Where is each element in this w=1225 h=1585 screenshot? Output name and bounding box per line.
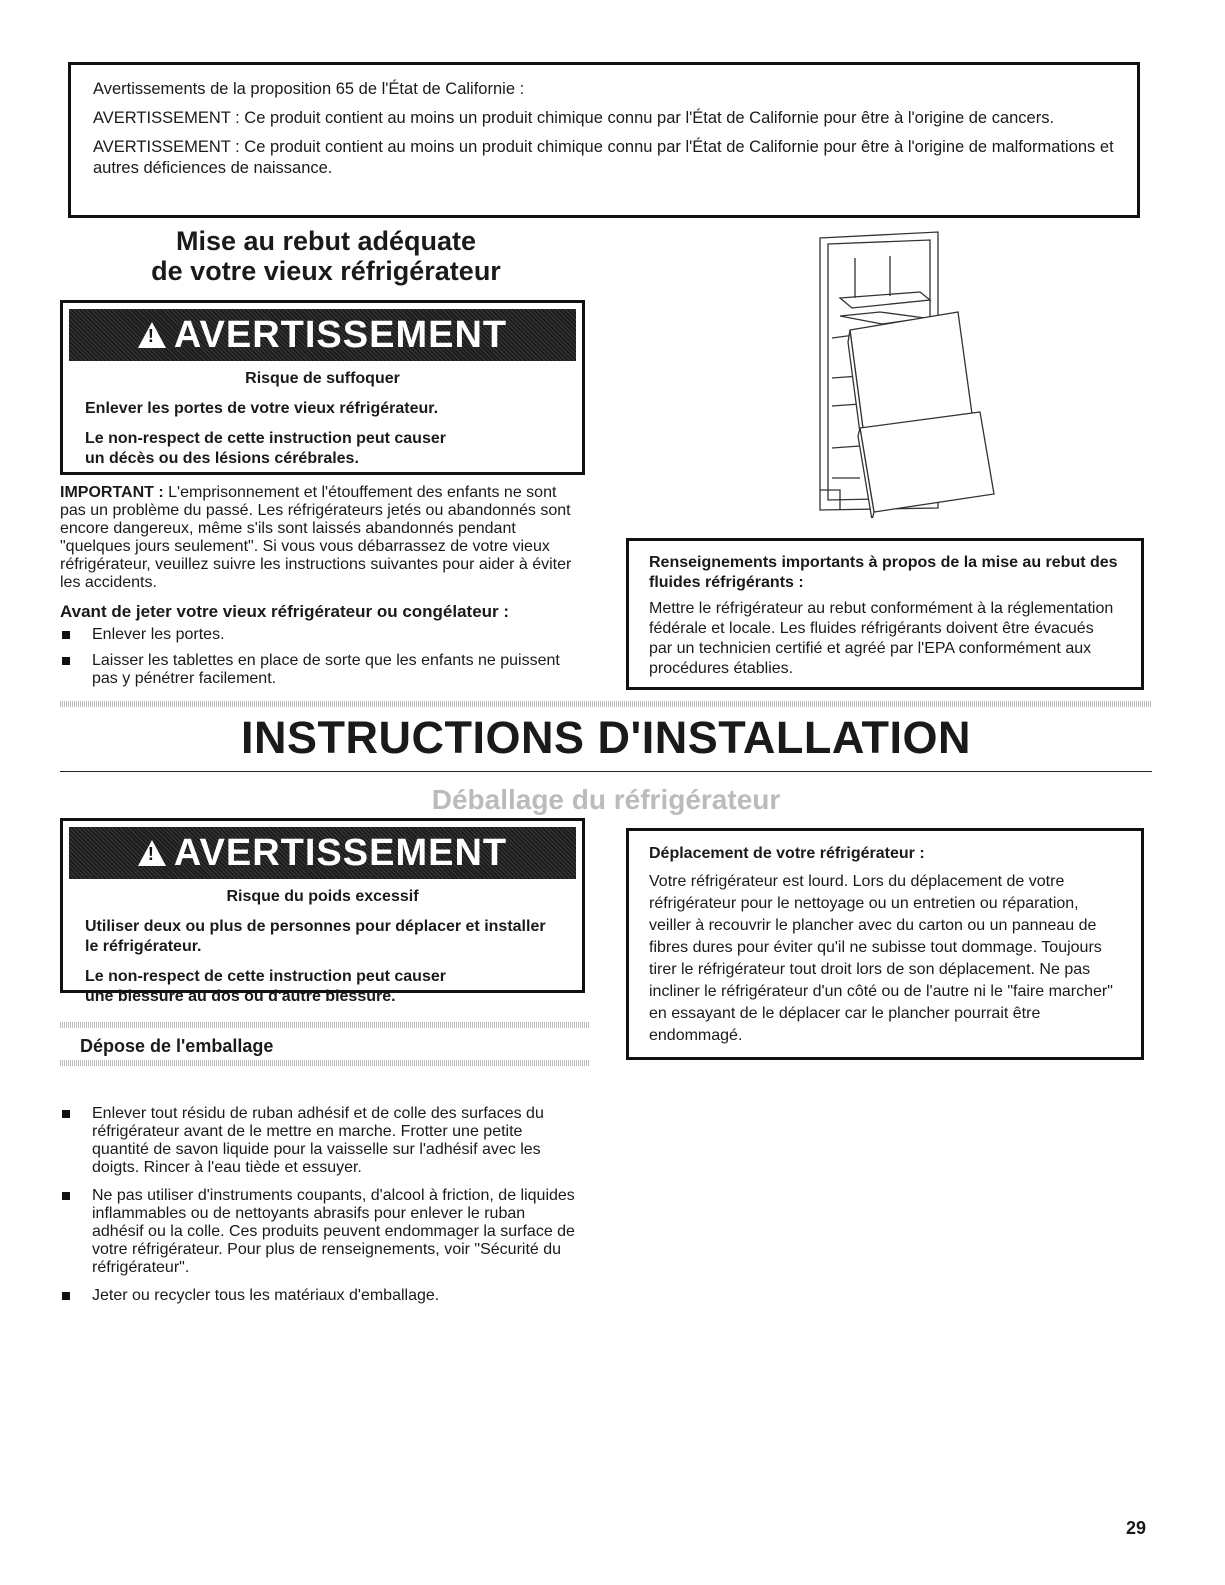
refrigerator-doors-removed-illustration xyxy=(780,228,1010,518)
list-item: Enlever tout résidu de ruban adhésif et de colle des surfaces du réfrigérateur avant de le mettre en marche. Frotter une petite quantité de savon liquide pour la vaisselle sur l'adhésif avec les doigts. Rincer à l'eau tiède et essuyer. xyxy=(60,1105,580,1177)
warning-consequence xyxy=(85,429,560,469)
page-number: 29 xyxy=(1126,1518,1147,1538)
list-item: Jeter ou recycler tous les matériaux d'emballage. xyxy=(60,1287,580,1305)
bullet-square-icon xyxy=(62,1110,70,1118)
unpacking-subtitle: Déballage du réfrigérateur xyxy=(431,784,781,815)
disposal-bullet-list xyxy=(60,626,580,696)
prop65-heading: Avertissements de la proposition 65 de l'État de Californie : xyxy=(93,80,525,98)
warning-hazard: Risque du poids excessif xyxy=(226,888,419,905)
warning-hazard: Risque de suffoquer xyxy=(245,370,400,387)
important-paragraph xyxy=(60,484,580,592)
list-item: Laisser les tablettes en place de sorte que les enfants ne puissent pas y pénétrer facilement. xyxy=(60,652,580,688)
warning-instruction: Enlever les portes de votre vieux réfrigérateur. xyxy=(85,400,439,417)
warning-label: AVERTISSEMENT xyxy=(173,831,508,874)
warning-consequence-line2: un décès ou des lésions cérébrales. xyxy=(85,450,359,467)
prop65-warning-box xyxy=(68,62,1140,218)
disposal-title-line2: de votre vieux réfrigérateur xyxy=(151,256,501,286)
important-text: L'emprisonnement et l'étouffement des enfants ne sont pas un problème du passé. Les réfrigérateurs jetés ou abandonnés sont encore dangereux, même s'ils sont laissés abandonnés pendant "quelques jours seulement". Si vous vous débarrassez de votre vieux réfrigérateur, veuillez suivre les instructions suivantes pour aider à éviter les accidents. xyxy=(60,484,572,591)
warning-consequence xyxy=(85,967,560,1007)
prop65-birth-defect-warning: AVERTISSEMENT : Ce produit contient au moins un produit chimique connu par l'État de Californie pour être à l'origine de malformations et autres déficiences de naissance. xyxy=(93,138,1114,177)
list-item: Enlever les portes. xyxy=(60,626,580,644)
moving-info-box xyxy=(626,828,1144,1060)
warning-instruction: Utiliser deux ou plus de personnes pour déplacer et installer le réfrigérateur. xyxy=(85,918,546,955)
warning-consequence-line1: Le non-respect de cette instruction peut causer xyxy=(85,430,446,447)
packaging-divider-bottom xyxy=(60,1060,590,1066)
warning-header xyxy=(69,309,576,361)
prop65-cancer-warning: AVERTISSEMENT : Ce produit contient au moins un produit chimique connu par l'État de Californie pour être à l'origine de cancers. xyxy=(93,109,1055,127)
important-label: IMPORTANT : xyxy=(60,484,164,501)
disposal-title xyxy=(60,226,592,286)
moving-text: Votre réfrigérateur est lourd. Lors du déplacement de votre réfrigérateur pour le nettoyage ou un entretien ou réparation, veiller à recouvrir le plancher avec du carton ou un panneau de fibres dures pour éviter qu'il ne subisse tout dommage. Toujours tirer le réfrigérateur tout droit lors de son déplacement. Ne pas incliner le réfrigérateur d'un côté ou de l'autre ni le "faire marcher" en essayant de le déplacer car le plancher pourrait être endommagé. xyxy=(649,873,1113,1044)
bullet-square-icon xyxy=(62,1292,70,1300)
packaging-divider-top xyxy=(60,1022,590,1028)
suffocation-warning-box xyxy=(60,300,585,475)
bullet-square-icon xyxy=(62,1192,70,1200)
packaging-bullet-list xyxy=(60,1105,580,1315)
warning-label: AVERTISSEMENT xyxy=(173,313,508,356)
warning-consequence-line2: une blessure au dos ou d'autre blessure. xyxy=(85,988,396,1005)
warning-consequence-line1: Le non-respect de cette instruction peut causer xyxy=(85,968,446,985)
installation-title: INSTRUCTIONS D'INSTALLATION xyxy=(241,712,971,763)
refrigerant-info-box xyxy=(626,538,1144,690)
packaging-heading: Dépose de l'emballage xyxy=(80,1036,274,1056)
warning-triangle-icon xyxy=(138,840,166,866)
warning-header xyxy=(69,827,576,879)
refrigerant-title: Renseignements importants à propos de la mise au rebut des fluides réfrigérants : xyxy=(649,554,1118,591)
bullet-square-icon xyxy=(62,631,70,639)
warning-triangle-icon xyxy=(138,322,166,348)
moving-title: Déplacement de votre réfrigérateur : xyxy=(649,845,925,862)
title-underline xyxy=(60,771,1152,772)
list-item: Ne pas utiliser d'instruments coupants, d'alcool à friction, de liquides inflammables ou de nettoyants abrasifs pour enlever le ruban adhésif ou la colle. Ces produits peuvent endommager la surface de votre réfrigérateur. Pour plus de renseignements, voir "Sécurité du réfrigérateur". xyxy=(60,1187,580,1277)
bullet-square-icon xyxy=(62,657,70,665)
section-divider xyxy=(60,701,1152,707)
refrigerant-text: Mettre le réfrigérateur au rebut conformément à la réglementation fédérale et locale. Les fluides réfrigérants doivent être évacués par un technicien certifié et agréé par l'EPA conformément aux procédures établies. xyxy=(649,600,1114,677)
disposal-title-line1: Mise au rebut adéquate xyxy=(175,226,477,256)
weight-warning-box xyxy=(60,818,585,1005)
before-disposal-heading: Avant de jeter votre vieux réfrigérateur ou congélateur : xyxy=(60,602,510,621)
